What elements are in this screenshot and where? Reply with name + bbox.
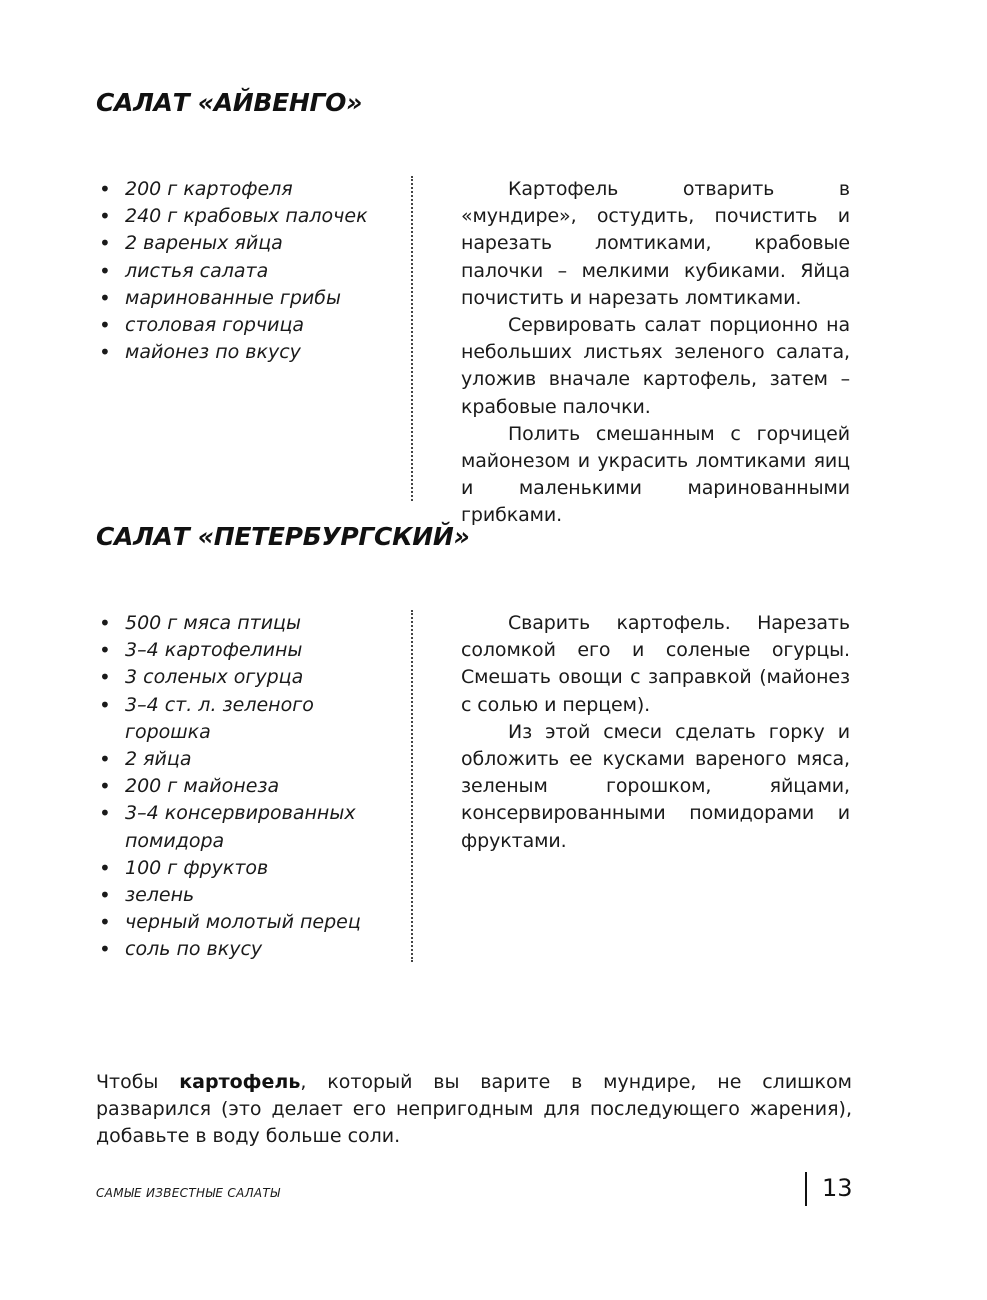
ingredient-item: • черный молотый перец — [96, 909, 396, 936]
method-paragraph: Картофель отварить в «мундире», остудить, почистить и нарезать ломтиками, крабовые палочки – мелкими кубиками. Яйца почистить и нарезать ломтиками. — [461, 178, 850, 309]
ingredient-list — [96, 176, 396, 366]
ingredient-item: • листья салата — [96, 258, 396, 285]
method-paragraph: Из этой смеси сделать горку и обложить ее кусками вареного мяса, зеленым горошком, яйцами, консервированными помидорами и фруктами. — [461, 720, 850, 852]
page-number-separator — [805, 1172, 807, 1206]
tip-text-end: , который вы варите в мундире, не слишком разварился (это делает его непригодным для последующего жарения), добавьте в воду больше соли. — [96, 1071, 852, 1148]
ingredient-item: • майонез по вкусу — [96, 339, 396, 366]
tip-text-start: Чтобы — [96, 1071, 180, 1093]
method-paragraph: Сервировать салат порционно на небольших листьях зеленого салата, уложив вначале картофель, затем – крабовые палочки. — [461, 314, 850, 418]
method-paragraph: Полить смешанным с горчицей майонезом и украсить ломтиками яиц и маленькими маринованными грибками. — [461, 422, 850, 527]
ingredient-item: • 3–4 ст. л. зеленого горошка — [96, 692, 396, 746]
ingredient-item: • 100 г фруктов — [96, 855, 396, 882]
recipe-title: САЛАТ «АЙВЕНГО» — [96, 88, 363, 117]
ingredient-item: • 500 г мяса птицы — [96, 610, 396, 637]
dotted-divider — [411, 610, 413, 962]
ingredient-item: • 200 г майонеза — [96, 773, 396, 800]
ingredient-list — [96, 610, 396, 964]
recipe-title: САЛАТ «ПЕТЕРБУРГСКИЙ» — [96, 522, 470, 551]
recipe-peterburgsky — [96, 522, 852, 961]
dotted-divider — [411, 176, 413, 501]
ingredient-item: • 200 г картофеля — [96, 176, 396, 203]
running-footer-section: САМЫЕ ИЗВЕСТНЫЕ САЛАТЫ — [96, 1186, 281, 1200]
method-text — [461, 176, 850, 530]
page-number: 13 — [822, 1174, 853, 1202]
ingredient-item: • 2 яйца — [96, 746, 396, 773]
ingredient-item: • 240 г крабовых палочек — [96, 203, 396, 230]
ingredient-item: • 3 соленых огурца — [96, 664, 396, 691]
tip-highlight: картофель — [179, 1071, 301, 1093]
method-paragraph: Сварить картофель. Нарезать соломкой его и соленые огурцы. Смешать овощи с заправкой (майонез с солью и перцем). — [461, 612, 850, 716]
ingredient-item: • зелень — [96, 882, 396, 909]
ingredient-item: • 3–4 консервированных помидора — [96, 800, 396, 854]
ingredient-item: • 3–4 картофелины — [96, 637, 396, 664]
ingredient-item: • маринованные грибы — [96, 285, 396, 312]
recipe-aivengo — [96, 88, 852, 527]
ingredient-item: • соль по вкусу — [96, 936, 396, 963]
ingredient-item: • 2 вареных яйца — [96, 230, 396, 257]
cooking-tip — [96, 1069, 852, 1151]
ingredient-item: • столовая горчица — [96, 312, 396, 339]
method-text — [461, 610, 850, 855]
